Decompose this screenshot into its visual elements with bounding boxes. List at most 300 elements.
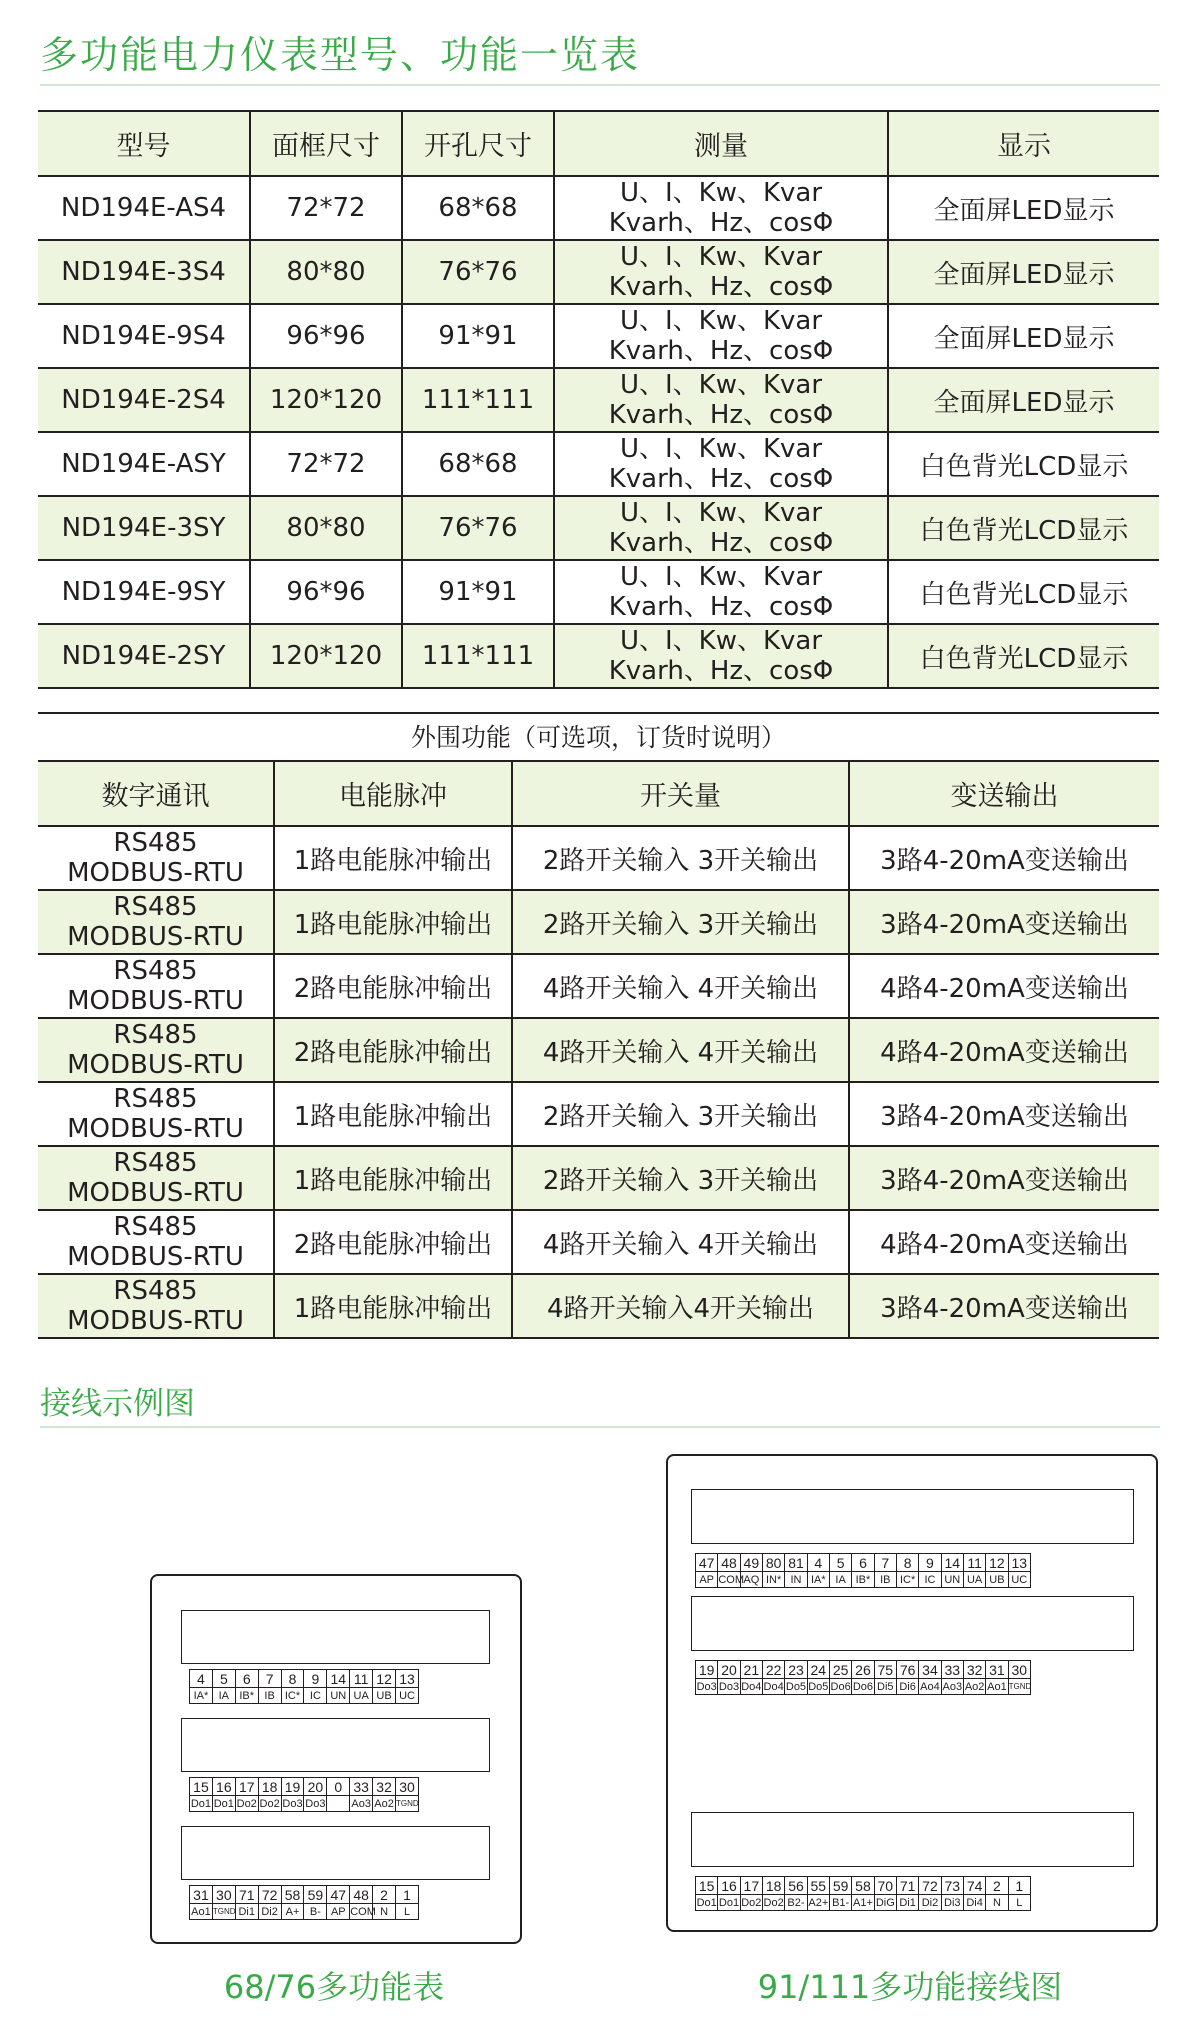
- terminal-label: Do1: [718, 1896, 740, 1909]
- frame-size-cell: 72*72: [250, 432, 402, 496]
- table-row: [38, 496, 1159, 560]
- comm-line: MODBUS-RTU: [67, 922, 244, 952]
- header-cutout-size: 开孔尺寸: [402, 112, 554, 176]
- comm-line: RS485: [113, 956, 198, 986]
- pulse-cell: 1路电能脉冲输出: [274, 890, 512, 954]
- header-transmit-output: 变送输出: [849, 762, 1159, 826]
- terminal-number: 32: [373, 1778, 396, 1796]
- table-row: [38, 826, 1159, 890]
- table-row: [38, 432, 1159, 496]
- terminal-label: UC: [1008, 1572, 1030, 1588]
- measurement-line: U、I、Kw、Kvar: [619, 434, 823, 464]
- cutout-size-cell: 91*91: [402, 304, 554, 368]
- terminal-number: 59: [829, 1877, 851, 1895]
- terminal-label: AP: [696, 1572, 718, 1588]
- terminal-number: 4: [190, 1670, 213, 1688]
- terminal-label: IN: [785, 1572, 807, 1588]
- measurement-line: Kvarh、Hz、cosΦ: [608, 656, 834, 686]
- model-cell: ND194E-9S4: [61, 321, 226, 351]
- terminal-number: 34: [919, 1661, 941, 1679]
- comm-line: MODBUS-RTU: [67, 1050, 244, 1080]
- terminal-label: UB: [986, 1572, 1008, 1588]
- terminal-label: Di1: [235, 1904, 258, 1920]
- terminal-number: 5: [212, 1670, 235, 1688]
- display-cell: 白色背光LCD显示: [888, 496, 1159, 560]
- terminal-label: [327, 1796, 350, 1812]
- comm-line: MODBUS-RTU: [67, 1114, 244, 1144]
- peripheral-top-border: [38, 712, 1159, 714]
- header-model: 型号: [38, 112, 250, 176]
- switch-cell: 2路开关输入 3开关输出: [512, 826, 849, 890]
- pulse-cell: 2路电能脉冲输出: [274, 954, 512, 1018]
- terminal-label: N: [373, 1904, 396, 1920]
- terminal-strip: [695, 1660, 1031, 1695]
- cutout-size-cell: 76*76: [402, 240, 554, 304]
- display-cell: 白色背光LCD显示: [888, 432, 1159, 496]
- terminal-label-row: [190, 1904, 419, 1920]
- terminal-label: Do5: [808, 1680, 829, 1693]
- transmit-cell: 3路4-20mA变送输出: [849, 1274, 1159, 1338]
- terminal-label-row: [696, 1895, 1031, 1911]
- terminal-number-row: [696, 1554, 1031, 1572]
- peripheral-title: 外围功能（可选项，订货时说明）: [410, 723, 786, 752]
- terminal-number: 12: [986, 1554, 1008, 1572]
- model-cell: ND194E-2S4: [38, 368, 250, 432]
- display-window: [181, 1718, 490, 1772]
- table-row: [38, 560, 1159, 624]
- terminal-label: Di4: [963, 1895, 985, 1911]
- measurement-line: U、I、Kw、Kvar: [619, 626, 823, 656]
- terminal-number: 22: [762, 1661, 784, 1679]
- comm-cell: [38, 954, 274, 1018]
- display-cell: 全面屏LED显示: [888, 240, 1159, 304]
- comm-cell: [38, 890, 274, 954]
- cutout-size-cell: 68*68: [402, 432, 554, 496]
- terminal-number-row: [190, 1670, 419, 1688]
- terminal-label: Do4: [741, 1680, 762, 1693]
- models-table: [38, 112, 1159, 689]
- terminal-label-row: [190, 1796, 419, 1812]
- switch-cell: 4路开关输入4开关输出: [512, 1274, 849, 1338]
- measurement-cell: [554, 176, 888, 240]
- measurement-cell: [554, 624, 888, 688]
- terminal-label: IB: [258, 1688, 281, 1704]
- terminal-number: 18: [258, 1778, 281, 1796]
- terminal-label: Di1: [896, 1895, 918, 1911]
- display-cell: 白色背光LCD显示: [888, 624, 1159, 688]
- terminal-number: 59: [304, 1886, 327, 1904]
- peripheral-table: [38, 762, 1159, 1339]
- terminal-label-row: [696, 1572, 1031, 1588]
- terminal-label-row: [190, 1688, 419, 1704]
- models-header-row: [38, 112, 1159, 176]
- terminal-number: 75: [874, 1661, 896, 1679]
- terminal-number: 71: [235, 1886, 258, 1904]
- table-row: [38, 624, 1159, 688]
- measurement-line: Kvarh、Hz、cosΦ: [608, 400, 834, 430]
- terminal-label: UA: [350, 1688, 373, 1704]
- wiring-divider: [40, 1426, 1160, 1428]
- header-display: 显示: [888, 112, 1159, 176]
- display-cell: 全面屏LED显示: [888, 368, 1159, 432]
- model-cell: ND194E-2SY: [38, 624, 250, 688]
- terminal-label: AQ: [740, 1572, 762, 1588]
- terminal-label: L: [1008, 1895, 1030, 1911]
- display-window: [691, 1596, 1134, 1651]
- terminal-strip: [189, 1885, 419, 1920]
- terminal-number: 15: [696, 1877, 718, 1895]
- terminal-label: DiG: [875, 1896, 895, 1909]
- comm-line: MODBUS-RTU: [67, 858, 244, 888]
- terminal-number: 5: [829, 1554, 851, 1572]
- display-window: [691, 1812, 1134, 1867]
- terminal-number: 19: [281, 1778, 304, 1796]
- transmit-cell: 3路4-20mA变送输出: [849, 1082, 1159, 1146]
- table-row: [38, 1146, 1159, 1210]
- terminal-label: TGND: [396, 1796, 419, 1812]
- comm-line: RS485: [113, 892, 198, 922]
- terminal-label: Ao2: [964, 1680, 985, 1693]
- measurement-line: Kvarh、Hz、cosΦ: [608, 528, 834, 558]
- terminal-label: A+: [281, 1904, 304, 1920]
- terminal-label: Di5: [874, 1679, 896, 1695]
- terminal-number-row: [190, 1778, 419, 1796]
- terminal-label: IA: [829, 1572, 851, 1588]
- terminal-label: Do6: [852, 1680, 874, 1693]
- terminal-label: AP: [327, 1904, 350, 1920]
- terminal-number: 47: [696, 1554, 718, 1572]
- measurement-line: Kvarh、Hz、cosΦ: [608, 208, 834, 238]
- terminal-label: Do3: [282, 1797, 303, 1810]
- measurement-line: U、I、Kw、Kvar: [619, 178, 823, 208]
- cutout-size-cell: 91*91: [402, 560, 554, 624]
- model-cell: ND194E-9SY: [61, 577, 226, 607]
- terminal-label: COM: [718, 1573, 744, 1586]
- measurement-line: Kvarh、Hz、cosΦ: [608, 336, 834, 366]
- terminal-number: 11: [963, 1554, 985, 1572]
- terminal-label: TGND: [1008, 1679, 1030, 1695]
- display-cell: 白色背光LCD显示: [888, 560, 1159, 624]
- terminal-number: 33: [350, 1778, 373, 1796]
- terminal-number: 14: [327, 1670, 350, 1688]
- transmit-cell: 3路4-20mA变送输出: [849, 1146, 1159, 1210]
- terminal-label: Do1: [696, 1896, 717, 1909]
- terminal-label: Ao3: [351, 1797, 371, 1810]
- display-window: [181, 1826, 490, 1880]
- terminal-number: 55: [807, 1877, 829, 1895]
- display-window: [691, 1489, 1134, 1544]
- frame-size-cell: 120*120: [250, 368, 402, 432]
- terminal-number: 20: [304, 1778, 327, 1796]
- transmit-cell: 4路4-20mA变送输出: [849, 1210, 1159, 1274]
- comm-cell: [38, 1082, 274, 1146]
- terminal-label: Do2: [763, 1896, 784, 1909]
- terminal-number: 74: [963, 1877, 985, 1895]
- terminal-label: UC: [396, 1688, 419, 1704]
- terminal-label: Do2: [259, 1797, 280, 1810]
- terminal-label: IC: [919, 1572, 941, 1588]
- terminal-strip: [189, 1669, 419, 1704]
- frame-size-cell: 96*96: [250, 304, 402, 368]
- terminal-number: 15: [190, 1778, 213, 1796]
- transmit-cell: 4路4-20mA变送输出: [849, 1018, 1159, 1082]
- terminal-label: B1-: [829, 1895, 851, 1911]
- measurement-cell: [554, 240, 888, 304]
- terminal-number: 19: [696, 1661, 718, 1679]
- terminal-strip: [695, 1876, 1031, 1911]
- terminal-label: IA*: [807, 1572, 829, 1588]
- terminal-label: Di6: [896, 1679, 918, 1695]
- terminal-number: 2: [986, 1877, 1008, 1895]
- terminal-strip: [189, 1777, 419, 1812]
- terminal-number: 7: [258, 1670, 281, 1688]
- transmit-cell: 4路4-20mA变送输出: [849, 954, 1159, 1018]
- terminal-label: Do2: [236, 1797, 257, 1810]
- terminal-number: 48: [718, 1554, 740, 1572]
- comm-line: RS485: [113, 1084, 198, 1114]
- terminal-label: Di2: [919, 1895, 941, 1911]
- terminal-number: 76: [896, 1661, 918, 1679]
- terminal-number: 16: [718, 1877, 740, 1895]
- comm-cell: [38, 1274, 274, 1338]
- terminal-label: IN*: [762, 1572, 784, 1588]
- terminal-label: A1+: [853, 1896, 873, 1909]
- measurement-line: U、I、Kw、Kvar: [619, 498, 823, 528]
- table-row: [38, 1082, 1159, 1146]
- terminal-label: UB: [373, 1688, 396, 1704]
- measurement-cell: [554, 496, 888, 560]
- measurement-line: U、I、Kw、Kvar: [619, 370, 823, 400]
- terminal-label: UN: [941, 1572, 963, 1588]
- header-measurement: 测量: [554, 112, 888, 176]
- page-title: 多功能电力仪表型号、功能一览表: [40, 33, 641, 77]
- terminal-strip: [695, 1553, 1031, 1588]
- terminal-number: 1: [396, 1886, 419, 1904]
- measurement-line: Kvarh、Hz、cosΦ: [608, 592, 834, 622]
- comm-line: MODBUS-RTU: [67, 1306, 244, 1336]
- pulse-cell: 1路电能脉冲输出: [274, 826, 512, 890]
- terminal-number: 31: [190, 1886, 213, 1904]
- measurement-cell: [554, 304, 888, 368]
- terminal-number: 9: [304, 1670, 327, 1688]
- comm-line: MODBUS-RTU: [67, 986, 244, 1016]
- terminal-label: Ao4: [920, 1680, 940, 1693]
- terminal-label: COM: [350, 1905, 376, 1918]
- terminal-number: 14: [941, 1554, 963, 1572]
- frame-size-cell: 80*80: [250, 240, 402, 304]
- model-cell: ND194E-AS4: [60, 193, 227, 223]
- measurement-line: Kvarh、Hz、cosΦ: [608, 464, 834, 494]
- terminal-number: 25: [829, 1661, 851, 1679]
- transmit-cell: 3路4-20mA变送输出: [849, 890, 1159, 954]
- terminal-number: 23: [785, 1661, 807, 1679]
- wiring-diagram-large: [666, 1454, 1158, 1932]
- table-row: [38, 368, 1159, 432]
- terminal-number: 47: [327, 1886, 350, 1904]
- terminal-label: Do1: [190, 1797, 212, 1810]
- terminal-label: Do5: [785, 1680, 807, 1693]
- terminal-number: 32: [963, 1661, 985, 1679]
- comm-line: RS485: [113, 1276, 198, 1306]
- terminal-label: IC: [304, 1688, 327, 1704]
- transmit-cell: 3路4-20mA变送输出: [849, 826, 1159, 890]
- terminal-label: IC*: [896, 1572, 918, 1588]
- frame-size-cell: 72*72: [250, 176, 402, 240]
- terminal-number: 80: [762, 1554, 784, 1572]
- terminal-label: N: [986, 1895, 1008, 1911]
- terminal-number: 70: [874, 1877, 896, 1895]
- cutout-size-cell: 76*76: [402, 496, 554, 560]
- measurement-cell: [554, 432, 888, 496]
- terminal-label: IB*: [235, 1688, 258, 1704]
- terminal-number: 72: [258, 1886, 281, 1904]
- terminal-number: 12: [373, 1670, 396, 1688]
- terminal-number: 72: [919, 1877, 941, 1895]
- switch-cell: 4路开关输入 4开关输出: [512, 954, 849, 1018]
- terminal-number: 31: [986, 1661, 1008, 1679]
- comm-line: RS485: [113, 1020, 198, 1050]
- terminal-label: Do6: [830, 1680, 851, 1693]
- terminal-label: Di3: [941, 1895, 963, 1911]
- model-cell: ND194E-3S4: [38, 240, 250, 304]
- pulse-cell: 2路电能脉冲输出: [274, 1018, 512, 1082]
- terminal-number: 0: [327, 1778, 350, 1796]
- terminal-label: TGND: [212, 1904, 235, 1920]
- table-row: [38, 1210, 1159, 1274]
- cutout-size-cell: 111*111: [402, 368, 554, 432]
- switch-cell: 2路开关输入 3开关输出: [512, 1146, 849, 1210]
- terminal-number: 16: [212, 1778, 235, 1796]
- terminal-label: A2+: [808, 1896, 829, 1909]
- measurement-cell: [554, 560, 888, 624]
- terminal-number: 26: [852, 1661, 874, 1679]
- terminal-label: Do1: [213, 1797, 234, 1810]
- cutout-size-cell: 111*111: [402, 624, 554, 688]
- frame-size-cell: 120*120: [250, 624, 402, 688]
- table-row: [38, 1018, 1159, 1082]
- terminal-label: IC*: [281, 1688, 304, 1704]
- terminal-label: Ao1: [987, 1680, 1007, 1693]
- terminal-number: 8: [281, 1670, 304, 1688]
- terminal-number: 48: [350, 1886, 373, 1904]
- comm-line: RS485: [113, 1212, 198, 1242]
- terminal-number: 56: [785, 1877, 807, 1895]
- terminal-label: IA*: [190, 1688, 213, 1704]
- table-row: [38, 1274, 1159, 1338]
- terminal-label: Ao3: [942, 1680, 963, 1693]
- terminal-number: 9: [919, 1554, 941, 1572]
- terminal-number: 1: [1008, 1877, 1030, 1895]
- terminal-number: 30: [1008, 1661, 1030, 1679]
- terminal-number: 81: [785, 1554, 807, 1572]
- terminal-number: 17: [740, 1877, 762, 1895]
- table-row: [38, 954, 1159, 1018]
- frame-size-cell: 80*80: [250, 496, 402, 560]
- comm-line: MODBUS-RTU: [67, 1242, 244, 1272]
- table-row: [38, 890, 1159, 954]
- comm-cell: [38, 1146, 274, 1210]
- terminal-label: B2-: [785, 1895, 807, 1911]
- frame-size-cell: 96*96: [250, 560, 402, 624]
- display-cell: 全面屏LED显示: [888, 176, 1159, 240]
- terminal-number: 71: [896, 1877, 918, 1895]
- wiring-diagram-small: [150, 1574, 522, 1944]
- terminal-label-row: [696, 1679, 1031, 1695]
- terminal-number: 6: [235, 1670, 258, 1688]
- display-window: [181, 1610, 490, 1664]
- model-cell: ND194E-ASY: [61, 449, 226, 479]
- terminal-number: 21: [740, 1661, 762, 1679]
- terminal-label: UA: [963, 1572, 985, 1588]
- measurement-line: U、I、Kw、Kvar: [619, 242, 823, 272]
- terminal-number-row: [696, 1661, 1031, 1679]
- terminal-number: 30: [396, 1778, 419, 1796]
- wiring-title: 接线示例图: [40, 1386, 195, 1422]
- table-row: [38, 304, 1159, 368]
- terminal-number: 7: [874, 1554, 896, 1572]
- terminal-number: 8: [896, 1554, 918, 1572]
- terminal-label: Do3: [305, 1797, 326, 1810]
- terminal-number: 58: [852, 1877, 874, 1895]
- terminal-label: L: [396, 1904, 419, 1920]
- comm-cell: [38, 1210, 274, 1274]
- pulse-cell: 1路电能脉冲输出: [274, 1146, 512, 1210]
- terminal-label: Ao2: [374, 1797, 394, 1810]
- comm-line: MODBUS-RTU: [67, 1178, 244, 1208]
- terminal-number: 30: [212, 1886, 235, 1904]
- header-energy-pulse: 电能脉冲: [274, 762, 512, 826]
- measurement-line: Kvarh、Hz、cosΦ: [608, 272, 834, 302]
- measurement-cell: [554, 368, 888, 432]
- terminal-number: 20: [718, 1661, 740, 1679]
- comm-line: RS485: [113, 1148, 198, 1178]
- switch-cell: 2路开关输入 3开关输出: [512, 1082, 849, 1146]
- terminal-label: Do2: [741, 1896, 762, 1909]
- terminal-number-row: [190, 1886, 419, 1904]
- comm-line: RS485: [113, 828, 198, 858]
- terminal-label: Do3: [696, 1680, 717, 1693]
- diagram-large-caption: 91/111多功能接线图: [757, 1968, 1063, 2006]
- terminal-number: 49: [740, 1554, 762, 1572]
- terminal-number: 24: [807, 1661, 829, 1679]
- header-switch-io: 开关量: [512, 762, 849, 826]
- header-frame-size: 面框尺寸: [250, 112, 402, 176]
- terminal-number: 17: [235, 1778, 258, 1796]
- cutout-size-cell: 68*68: [402, 176, 554, 240]
- terminal-label: B-: [304, 1904, 327, 1920]
- peripheral-header-row: [38, 762, 1159, 826]
- switch-cell: 4路开关输入 4开关输出: [512, 1018, 849, 1082]
- terminal-number: 18: [762, 1877, 784, 1895]
- display-cell: 全面屏LED显示: [888, 304, 1159, 368]
- terminal-label: IA: [212, 1688, 235, 1704]
- terminal-number: 13: [396, 1670, 419, 1688]
- diagram-small-caption: 68/76多功能表: [223, 1968, 445, 2006]
- terminal-label: Ao1: [191, 1905, 211, 1918]
- terminal-number: 2: [373, 1886, 396, 1904]
- terminal-number: 73: [941, 1877, 963, 1895]
- measurement-line: U、I、Kw、Kvar: [619, 562, 823, 592]
- terminal-number: 13: [1008, 1554, 1030, 1572]
- terminal-label: Do4: [763, 1680, 784, 1693]
- table-row: [38, 240, 1159, 304]
- comm-cell: [38, 826, 274, 890]
- terminal-label: Di2: [258, 1904, 281, 1920]
- table-row: [38, 176, 1159, 240]
- switch-cell: 2路开关输入 3开关输出: [512, 890, 849, 954]
- comm-cell: [38, 1018, 274, 1082]
- title-divider: [40, 84, 1160, 86]
